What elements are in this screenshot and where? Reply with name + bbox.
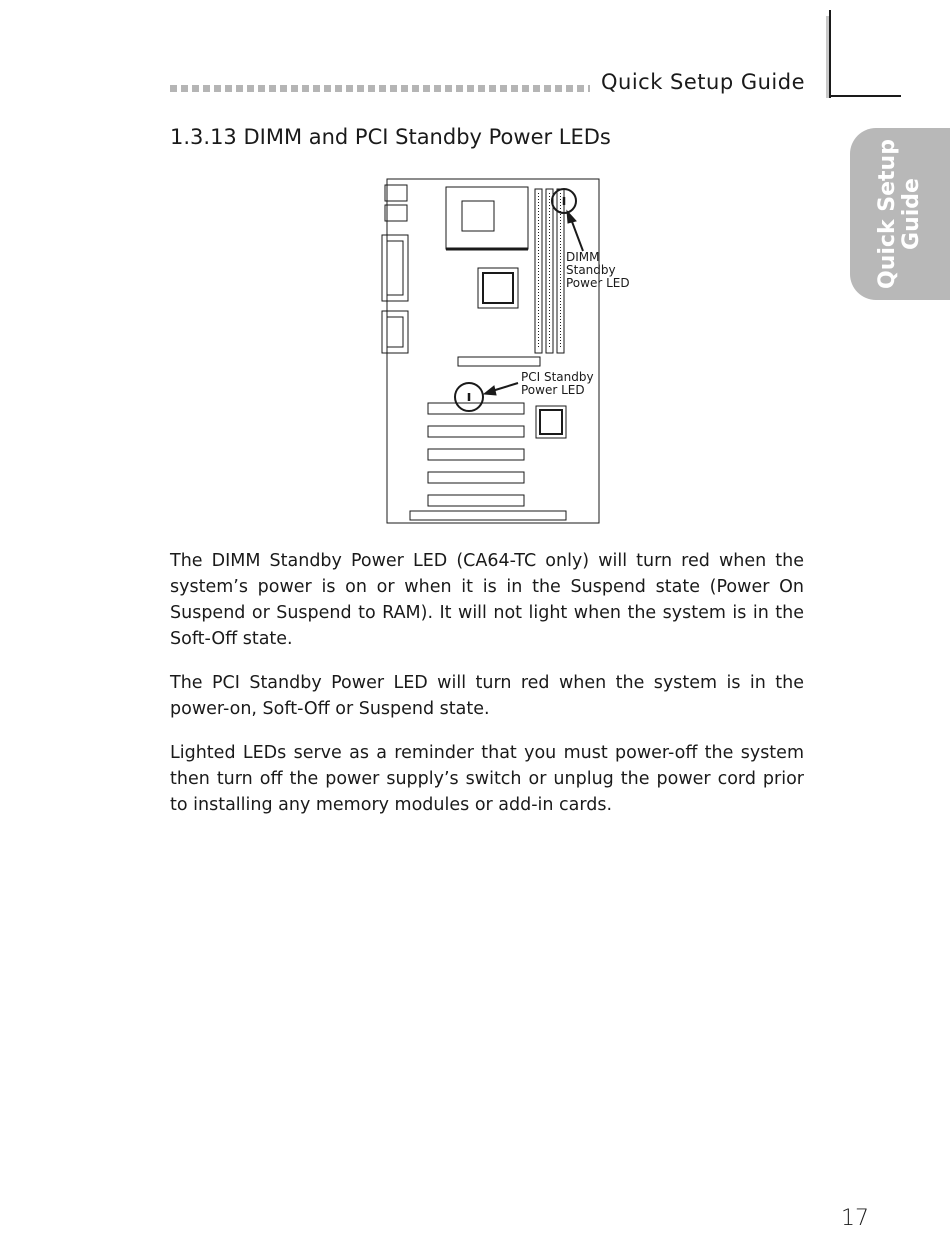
section-title: 1.3.13 DIMM and PCI Standby Power LEDs [170, 125, 611, 149]
paragraph-reminder: Lighted LEDs serve as a reminder that you must power-off the system then turn off the power supply’s switch or unplug the power cord prior to installing any memory modules or add-in cards. [170, 743, 804, 815]
side-tab-line-2: Guide [899, 178, 924, 250]
pci-slot-5 [428, 495, 524, 506]
ps2-port-top [385, 185, 407, 201]
header-corner-line [829, 10, 831, 98]
side-tab-label [876, 139, 924, 289]
dimm-label-line-1: DIMM [566, 250, 600, 264]
cpu-die [462, 201, 494, 231]
paragraph-dimm-led: The DIMM Standby Power LED (CA64-TC only) will turn red when the system’s power is on or when it is in the Suspend state (Power On Suspend or Suspend to RAM). It will not light when the system is in the Soft-Off state. [170, 551, 804, 649]
paragraph-pci-led: The PCI Standby Power LED will turn red when the system is in the power-on, Soft-Off or Suspend state. [170, 673, 804, 719]
serial-port-inner [387, 241, 403, 295]
header-title: Quick Setup Guide [601, 70, 806, 94]
ps2-port-bottom [385, 205, 407, 221]
dimm-arrow-head [567, 211, 576, 223]
southbridge-core [540, 410, 562, 434]
usb-audio-inner [387, 317, 403, 347]
bottom-slot [410, 511, 566, 520]
pci-arrow-head [484, 386, 496, 395]
northbridge-core [483, 273, 513, 303]
dimm-led-label [566, 251, 630, 290]
side-tab [850, 128, 950, 300]
motherboard-diagram [378, 175, 610, 527]
header-corner-rule [829, 95, 901, 97]
pci-slot-4 [428, 472, 524, 483]
side-tab-line-1: Quick Setup [875, 139, 900, 289]
pci-label-line-1: PCI Standby [521, 370, 594, 384]
pci-arrow-line [492, 383, 518, 391]
pci-label-line-2: Power LED [521, 383, 585, 397]
page-number: 17 [841, 1206, 869, 1231]
dimm-label-line-3: Power LED [566, 276, 630, 290]
cpu-socket [446, 187, 528, 249]
dimm-arrow-line [571, 219, 583, 251]
parallel-port [382, 235, 408, 301]
pci-slot-3 [428, 449, 524, 460]
agp-slot [458, 357, 540, 366]
pci-slot-2 [428, 426, 524, 437]
pci-led-label [521, 371, 594, 397]
dimm-label-line-2: Standby [566, 263, 616, 277]
header-dotted-rule [170, 85, 590, 92]
